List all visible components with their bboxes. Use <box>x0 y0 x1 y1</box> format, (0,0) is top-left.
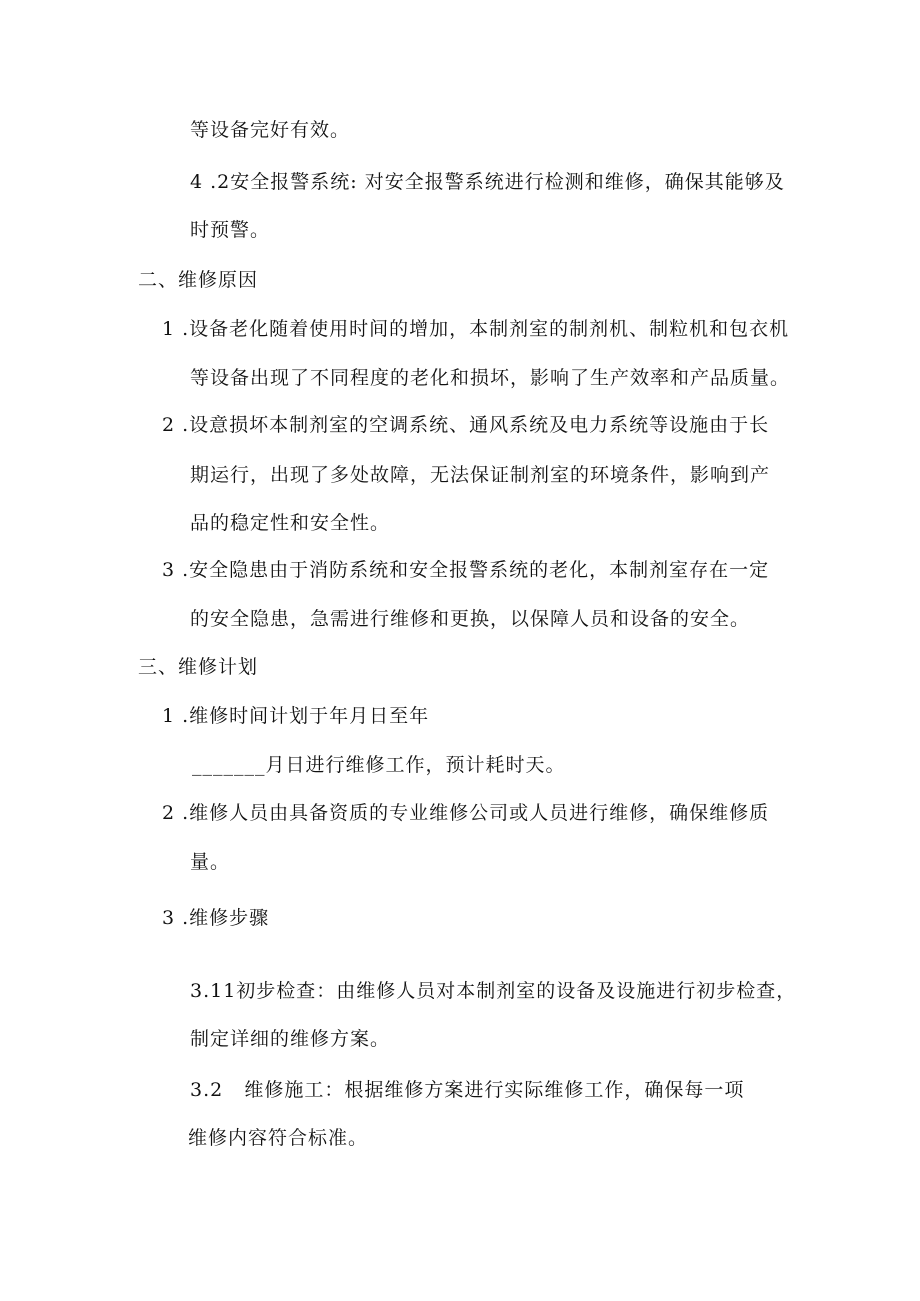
body-text-line: 品的稳定性和安全性。 <box>190 512 391 534</box>
plan-3-line: 3 .维修步骤 <box>162 907 270 929</box>
plan-1-line: 1 .维修时间计划于年月日至年 <box>162 705 430 727</box>
section-heading-reasons: 二、维修原因 <box>138 269 259 291</box>
section-4-2-line: 4 .2安全报警系统: 对安全报警系统进行检测和维修，确保其能够及 <box>190 171 785 193</box>
body-text-line: 时预警。 <box>190 219 271 241</box>
body-text-line: 的安全隐患，急需进行维修和更换，以保障人员和设备的安全。 <box>190 608 751 630</box>
body-text-line: 等设备出现了不同程度的老化和损坏，影响了生产效率和产品质量。 <box>190 367 791 389</box>
body-text-line: 维修内容符合标准。 <box>188 1127 369 1149</box>
body-text-line: 制定详细的维修方案。 <box>190 1028 391 1050</box>
reason-1-line: 1 .设备老化随着使用时间的增加，本制剂室的制剂机、制粒机和包衣机 <box>162 318 790 340</box>
step-3-11-line: 3.11初步检查：由维修人员对本制剂室的设备及设施进行初步检查， <box>190 980 797 1002</box>
body-text-line: 等设备完好有效。 <box>190 119 351 141</box>
body-text-line: 量。 <box>190 851 231 873</box>
reason-2-line: 2 .设意损坏本制剂室的空调系统、通风系统及电力系统等设施由于长 <box>162 414 770 436</box>
plan-2-line: 2 .维修人员由具备资质的专业维修公司或人员进行维修，确保维修质 <box>162 802 770 824</box>
reason-3-line: 3 .安全隐患由于消防系统和安全报警系统的老化，本制剂室存在一定 <box>162 559 770 581</box>
step-3-2-line: 3.2 维修施工：根据维修方案进行实际维修工作，确保每一项 <box>190 1079 745 1101</box>
section-heading-plan: 三、维修计划 <box>138 656 259 678</box>
body-text-line: 期运行，出现了多处故障，无法保证制剂室的环境条件，影响到产 <box>190 464 771 486</box>
body-text-line: _______月日进行维修工作，预计耗时天。 <box>192 754 566 776</box>
